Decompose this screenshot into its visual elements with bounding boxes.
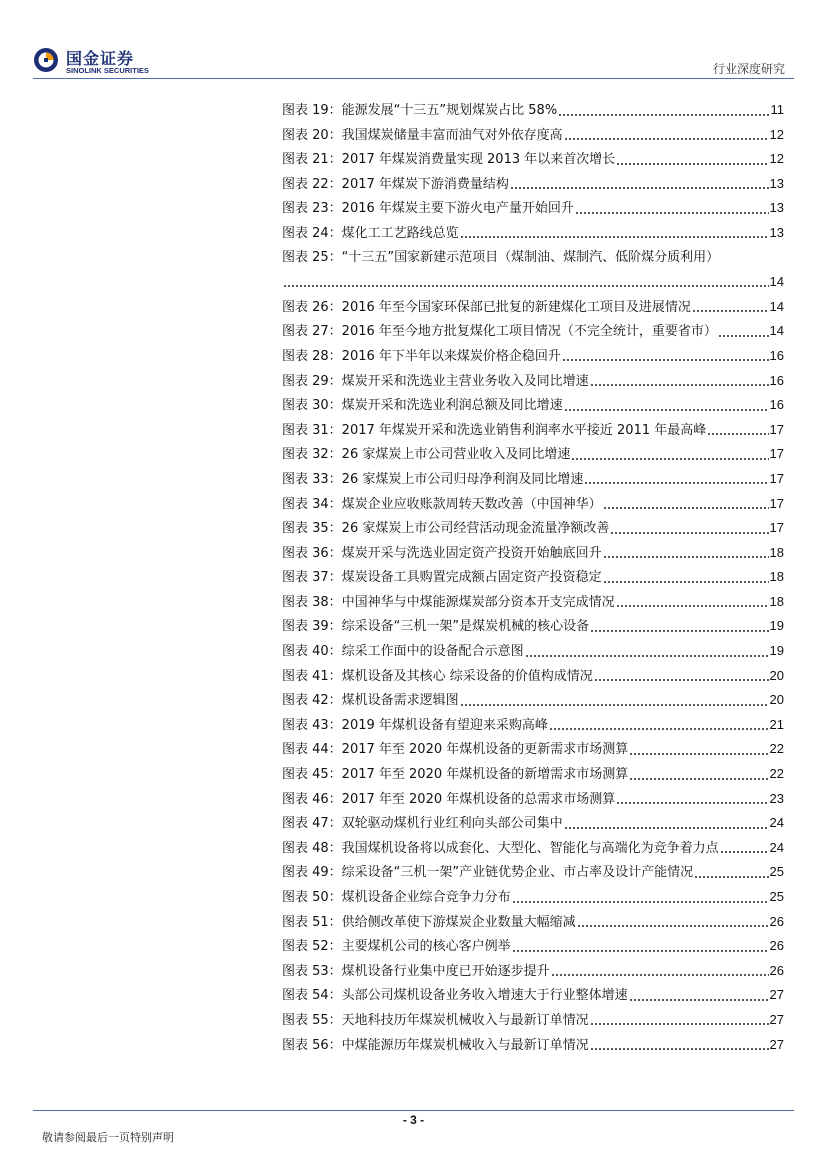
toc-entry[interactable] <box>282 150 784 175</box>
toc-entry-page: 24 <box>769 839 784 855</box>
toc-entry-page: 27 <box>769 987 784 1003</box>
toc-entry-title: 图表 38：中国神华与中煤能源煤炭部分资本开支完成情况 <box>282 594 615 610</box>
toc-entry-title: 图表 52：主要煤机公司的核心客户例举 <box>282 939 511 955</box>
toc-leader-dots <box>512 900 769 904</box>
toc-entry-page: 26 <box>769 938 784 954</box>
toc-entry[interactable] <box>282 667 784 692</box>
toc-entry[interactable] <box>282 396 784 421</box>
toc-entry[interactable] <box>282 322 784 347</box>
toc-entry-page: 22 <box>769 741 784 757</box>
toc-leader-dots <box>590 383 769 387</box>
toc-entry-title: 图表 54：头部公司煤机设备业务收入增速大于行业整体增速 <box>282 988 628 1004</box>
toc-entry-title: 图表 45：2017 年至 2020 年煤机设备的新增需求市场测算 <box>282 767 629 783</box>
toc-entry-title: 图表 41：煤机设备及其核心 综采设备的价值构成情况 <box>282 668 593 684</box>
toc-entry-page: 26 <box>769 913 784 929</box>
toc-entry-title: 图表 46：2017 年至 2020 年煤机设备的总需求市场测算 <box>282 791 616 807</box>
toc-entry-page: 18 <box>769 544 784 560</box>
toc-entry[interactable] <box>282 544 784 569</box>
toc-entry-page: 25 <box>769 889 784 904</box>
toc-entry[interactable] <box>282 126 784 151</box>
toc-entry-page: 14 <box>769 274 784 290</box>
toc-entry-title: 图表 43：2019 年煤机设备有望迎来采购高峰 <box>282 717 548 733</box>
toc-entry-page: 22 <box>769 766 784 782</box>
toc-entry-title: 图表 48：我国煤机设备将以成套化、大型化、智能化与高端化为竞争着力点 <box>282 840 719 856</box>
toc-entry-title: 图表 40：综采工作面中的设备配合示意图 <box>282 644 524 660</box>
toc-leader-dots <box>562 358 769 362</box>
toc-leader-dots <box>692 309 769 313</box>
toc-leader-dots <box>577 924 769 928</box>
toc-entry-page: 13 <box>769 175 784 191</box>
toc-leader-dots <box>603 555 769 559</box>
toc-leader-dots <box>512 949 769 953</box>
toc-entry[interactable] <box>282 1036 784 1061</box>
toc-leader-dots <box>510 186 769 190</box>
toc-leader-dots <box>718 334 769 338</box>
toc-entry[interactable] <box>282 495 784 520</box>
disclaimer-text: 敬请参阅最后一页特别声明 <box>42 1131 174 1144</box>
toc-entry-page: 17 <box>769 446 784 462</box>
toc-entry-page: 27 <box>769 1011 784 1027</box>
toc-entry[interactable] <box>282 593 784 618</box>
header-divider <box>33 78 794 79</box>
toc-entry[interactable] <box>282 839 784 864</box>
toc-entry[interactable] <box>282 888 784 913</box>
logo-english-name: SINOLINK SECURITIES <box>66 66 149 75</box>
toc-entry[interactable] <box>282 421 784 446</box>
toc-entry[interactable] <box>282 568 784 593</box>
toc-entry-page: 18 <box>769 593 784 609</box>
figure-toc-list <box>282 101 784 1060</box>
toc-leader-dots <box>549 727 769 731</box>
logo-chinese-name: 国金证券 <box>66 49 135 68</box>
toc-entry-page: 17 <box>769 421 784 437</box>
toc-entry[interactable] <box>282 445 784 470</box>
toc-entry[interactable] <box>282 372 784 397</box>
toc-entry[interactable] <box>282 986 784 1011</box>
toc-entry[interactable] <box>282 740 784 765</box>
toc-entry-page: 21 <box>769 716 784 732</box>
toc-entry[interactable] <box>282 790 784 815</box>
sinolink-logo-icon <box>33 47 59 73</box>
toc-leader-dots <box>564 137 769 141</box>
toc-entry[interactable] <box>282 1011 784 1036</box>
toc-entry-title: 图表 28：2016 年下半年以来煤炭价格企稳回升 <box>282 348 561 364</box>
toc-entry-page: 17 <box>769 470 784 486</box>
toc-entry[interactable] <box>282 642 784 667</box>
page-number: - 3 - <box>402 1113 425 1127</box>
toc-leader-dots <box>564 408 769 412</box>
toc-entry[interactable] <box>282 691 784 716</box>
toc-entry-page: 12 <box>769 126 784 142</box>
toc-entry-title: 图表 47：双轮驱动煤机行业红利向头部公司集中 <box>282 816 563 832</box>
toc-leader-dots <box>629 777 768 781</box>
toc-entry-title: 图表 32：26 家煤炭上市公司营业收入及同比增速 <box>282 447 571 463</box>
toc-leader-dots <box>594 678 769 682</box>
toc-entry-title: 图表 19：能源发展“十三五”规划煤炭占比 58% <box>282 103 558 118</box>
toc-entry-page: 11 <box>770 102 784 117</box>
toc-entry-page: 20 <box>769 667 784 683</box>
toc-leader-dots <box>616 162 768 166</box>
toc-leader-dots <box>629 752 768 756</box>
toc-entry[interactable] <box>282 298 784 323</box>
toc-entry-title: 图表 30：煤炭开采和洗选业利润总额及同比增速 <box>282 398 563 414</box>
toc-entry-title: 图表 34：煤炭企业应收账款周转天数改善（中国神华） <box>282 496 602 512</box>
toc-entry-title: 图表 44：2017 年至 2020 年煤机设备的更新需求市场测算 <box>282 742 629 758</box>
toc-entry[interactable] <box>282 470 784 495</box>
toc-leader-dots <box>558 113 769 117</box>
toc-entry-page: 25 <box>769 864 784 880</box>
toc-entry-page: 16 <box>769 397 784 413</box>
toc-entry[interactable] <box>282 617 784 642</box>
toc-leader-dots <box>571 457 768 461</box>
toc-entry[interactable] <box>282 937 784 962</box>
toc-entry-title: 图表 56：中煤能源历年煤炭机械收入与最新订单情况 <box>282 1037 589 1053</box>
toc-entry-title: 图表 42：煤机设备需求逻辑图 <box>282 693 459 709</box>
toc-entry-title: 图表 33：26 家煤炭上市公司归母净利润及同比增速 <box>282 471 584 487</box>
toc-leader-dots <box>575 211 769 215</box>
toc-entry-page: 14 <box>769 298 784 314</box>
toc-entry-page: 19 <box>769 618 784 634</box>
toc-entry-page: 26 <box>769 962 784 978</box>
toc-leader-dots <box>283 284 769 288</box>
toc-entry-page: 13 <box>769 200 784 216</box>
toc-entry[interactable] <box>282 249 784 298</box>
footer-divider <box>33 1110 794 1111</box>
toc-entry-page: 16 <box>769 372 784 388</box>
toc-entry-title: 图表 25：“十三五”国家新建示范项目（煤制油、煤制汽、低阶煤分质利用） <box>282 249 720 265</box>
toc-entry[interactable] <box>282 962 784 987</box>
company-logo <box>33 44 193 78</box>
toc-entry-title: 图表 29：煤炭开采和洗选业主营业务收入及同比增速 <box>282 373 589 389</box>
toc-entry-title: 图表 26：2016 年至今国家环保部已批复的新建煤化工项目及进展情况 <box>282 299 691 315</box>
toc-leader-dots <box>707 432 768 436</box>
toc-entry[interactable] <box>282 224 784 249</box>
toc-entry-title: 图表 27：2016 年至今地方批复煤化工项目情况（不完全统计，重要省市） <box>282 324 717 340</box>
toc-entry[interactable] <box>282 913 784 938</box>
toc-leader-dots <box>603 580 769 584</box>
report-type-label: 行业深度研究 <box>712 62 785 76</box>
toc-entry[interactable] <box>282 716 784 741</box>
toc-entry[interactable] <box>282 519 784 544</box>
toc-entry-title: 图表 20：我国煤炭储量丰富而油气对外依存度高 <box>282 127 563 143</box>
toc-entry[interactable] <box>282 347 784 372</box>
toc-entry-page: 23 <box>769 790 784 806</box>
toc-entry[interactable] <box>282 175 784 200</box>
toc-entry-page: 14 <box>769 323 784 339</box>
toc-entry-title: 图表 49：综采设备“三机一架”产业链优势企业、市占率及设计产能情况 <box>282 865 694 881</box>
toc-leader-dots <box>616 604 769 608</box>
toc-entry-title: 图表 37：煤炭设备工具购置完成额占固定资产投资稳定 <box>282 570 602 586</box>
toc-entry-title: 图表 53：煤机设备行业集中度已开始逐步提升 <box>282 963 550 979</box>
toc-leader-dots <box>584 481 768 485</box>
toc-leader-dots <box>694 875 768 879</box>
toc-entry-title: 图表 22：2017 年煤炭下游消费量结构 <box>282 176 509 192</box>
toc-leader-dots <box>603 506 769 510</box>
toc-leader-dots <box>460 235 769 239</box>
toc-leader-dots <box>525 654 769 658</box>
toc-entry-page: 16 <box>769 347 784 363</box>
toc-entry-title: 图表 35：26 家煤炭上市公司经营活动现金流量净额改善 <box>282 521 610 537</box>
toc-entry-title: 图表 36：煤炭开采与洗选业固定资产投资开始触底回升 <box>282 545 602 561</box>
toc-entry-page: 20 <box>769 692 784 708</box>
toc-entry-page: 17 <box>769 495 784 511</box>
toc-leader-dots <box>590 1022 769 1026</box>
toc-leader-dots <box>590 1047 769 1051</box>
toc-entry-title: 图表 55：天地科技历年煤炭机械收入与最新订单情况 <box>282 1012 589 1028</box>
toc-entry[interactable] <box>282 765 784 790</box>
toc-entry[interactable] <box>282 863 784 888</box>
toc-entry-page: 19 <box>769 643 784 659</box>
toc-entry-page: 27 <box>769 1036 784 1052</box>
toc-entry-title: 图表 39：综采设备“三机一架”是煤炭机械的核心设备 <box>282 619 590 635</box>
toc-leader-dots <box>616 801 768 805</box>
toc-entry-page: 24 <box>769 815 784 831</box>
toc-entry[interactable] <box>282 101 784 126</box>
toc-leader-dots <box>551 973 769 977</box>
toc-entry-title: 图表 31：2017 年煤炭开采和洗选业销售利润率水平接近 2011 年最高峰 <box>282 422 707 438</box>
toc-leader-dots <box>564 826 769 830</box>
toc-leader-dots <box>590 629 768 633</box>
toc-entry-title: 图表 50：煤机设备企业综合竞争力分布 <box>282 890 511 905</box>
toc-entry-page: 13 <box>769 224 784 240</box>
toc-entry[interactable] <box>282 199 784 224</box>
toc-leader-dots <box>610 531 768 535</box>
toc-entry-page: 18 <box>769 569 784 585</box>
toc-entry-title: 图表 23：2016 年煤炭主要下游火电产量开始回升 <box>282 201 574 217</box>
toc-entry-page: 17 <box>769 520 784 536</box>
toc-entry-title: 图表 21：2017 年煤炭消费量实现 2013 年以来首次增长 <box>282 152 616 168</box>
toc-leader-dots <box>629 998 769 1002</box>
toc-leader-dots <box>720 850 769 854</box>
toc-entry-title: 图表 24：煤化工工艺路线总览 <box>282 225 459 241</box>
toc-entry-title: 图表 51：供给侧改革使下游煤炭企业数量大幅缩减 <box>282 914 576 930</box>
toc-leader-dots <box>460 703 769 707</box>
toc-entry[interactable] <box>282 814 784 839</box>
toc-entry-page: 12 <box>769 151 784 167</box>
